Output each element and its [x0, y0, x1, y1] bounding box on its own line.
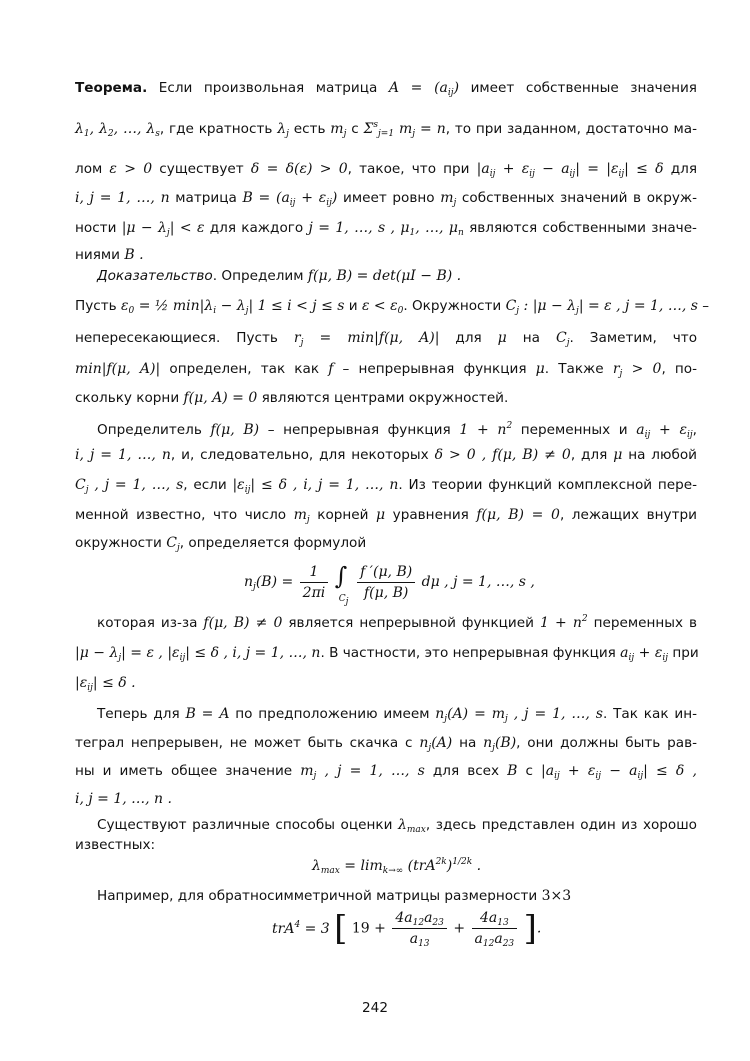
math: $1 + n^2$ — [459, 421, 513, 438]
formula-lambda-max — [312, 853, 481, 879]
math: $|\mu - \lambda_j| < \varepsilon$ — [121, 220, 205, 238]
math: $|a_{ij} + \varepsilon_{ij} - a_{ij}| = |\varepsilon_{ij}| \le \delta$ — [476, 161, 664, 179]
math: $m_j$ — [330, 121, 347, 139]
text: имеет ровно — [343, 190, 435, 206]
text: переменных и — [520, 422, 628, 438]
proof-line-20 — [97, 702, 697, 728]
text: переменных в — [593, 615, 698, 631]
numerator: $4a_{13}$ — [472, 908, 518, 929]
text: для — [670, 161, 697, 177]
math: $C_j$ — [555, 330, 570, 348]
text: уравнения — [392, 507, 469, 523]
proof-line-8 — [75, 294, 710, 320]
math: B . — [124, 247, 144, 263]
text: матрица — [175, 190, 237, 206]
text: , для — [570, 447, 608, 463]
math: $A = (a_{ij})$ — [388, 80, 460, 98]
text: , здесь представлен один из хорошо — [425, 817, 698, 833]
math: 19 + — [351, 920, 386, 937]
integral-subscript: $C_j$ — [338, 594, 349, 607]
plus-sign: + — [453, 920, 466, 937]
theorem-line-2 — [75, 117, 697, 143]
math: δ > 0 , f(μ, B) ≠ 0 — [434, 447, 571, 463]
math: f(μ, A) = 0 — [183, 390, 258, 406]
text: ниями — [75, 247, 120, 263]
math: μ — [497, 330, 507, 346]
text: ности — [75, 220, 117, 236]
math: i, j = 1, …, n — [75, 190, 170, 206]
math: trA$^4$ = 3 — [272, 919, 330, 937]
left-bracket: [ — [334, 908, 348, 949]
text: , определяется формулой — [179, 535, 367, 551]
text: – — [702, 298, 710, 314]
proof-line-23 — [75, 787, 697, 813]
text: . Из теории функций комплексной пере- — [398, 477, 698, 493]
text: для всех — [432, 763, 500, 779]
period: . — [536, 920, 542, 937]
text: с — [525, 763, 533, 779]
math: $m_j$ — [293, 507, 310, 525]
math: $n_j(B)$ — [483, 735, 517, 753]
text: , и, следовательно, для некоторых — [170, 447, 429, 463]
text: . Также — [544, 361, 604, 377]
fraction — [392, 908, 447, 949]
math: min|f(μ, A)| — [75, 361, 161, 377]
text: с — [351, 121, 359, 137]
text: Теперь для — [97, 706, 180, 722]
proof-line-22 — [75, 759, 697, 785]
text: для — [455, 330, 482, 346]
math: $\Sigma^s_{j=1}$ $m_j = n$ — [363, 120, 446, 139]
math: f(μ, B) ≠ 0 — [203, 615, 283, 631]
math: $a_{ij} + \varepsilon_{ij}$ — [620, 645, 669, 663]
text: Если произвольная матрица — [158, 80, 378, 96]
text: , по- — [661, 361, 698, 377]
text: . Так как ин- — [603, 706, 697, 722]
text: , если — [183, 477, 227, 493]
math: 3×3 — [541, 888, 572, 904]
theorem-line-1 — [75, 76, 697, 102]
math: $|a_{ij} + \varepsilon_{ij} - a_{ij}| \le \delta$ , — [541, 763, 697, 781]
denominator: $a_{12}a_{23}$ — [474, 931, 515, 949]
math: $\lambda_1$, $\lambda_2$, …, $\lambda_s$ — [75, 121, 160, 139]
text: имеет собственные значения — [470, 80, 697, 96]
math: $r_j > 0$ — [612, 361, 662, 379]
math: μ — [376, 507, 386, 523]
math: i, j = 1, …, n — [75, 447, 171, 463]
math: δ = δ(ε) > 0 — [250, 161, 348, 177]
text: определен, так как — [169, 361, 320, 377]
denominator: f(μ, B) — [363, 584, 409, 601]
math: $n_j(A) = m_j$ , j = 1, …, s — [435, 706, 603, 724]
text: на — [522, 330, 540, 346]
integral-sign — [334, 560, 351, 607]
text: лом — [75, 161, 103, 177]
math: $C_j$ , j = 1, …, s — [75, 477, 184, 495]
text: . В частности, это непрерывная функция — [320, 645, 616, 661]
proof-line-16 — [75, 531, 697, 557]
math: $|\mu - \lambda_j| = \varepsilon$ , $|\varepsilon_{ij}| \le \delta$ , i, j = 1, …, n — [75, 645, 321, 663]
text: , они должны быть рав- — [516, 735, 697, 751]
text: являются центрами окружностей. — [261, 390, 509, 406]
text: . Окружности — [403, 298, 502, 314]
numerator: f ′(μ, B) — [357, 562, 415, 583]
fraction — [300, 562, 329, 603]
page-number: 242 — [362, 1000, 388, 1016]
text: – непрерывная функция — [342, 361, 527, 377]
math: μ — [535, 361, 545, 377]
text: являются собственными значе- — [469, 220, 697, 236]
proof-line-9 — [75, 326, 697, 352]
math: μ — [613, 447, 623, 463]
text: . Заметим, что — [569, 330, 698, 346]
proof-line-12 — [97, 418, 697, 444]
math: $1 + n^2$ — [539, 614, 588, 631]
text: менной известно, что число — [75, 507, 287, 523]
math: dμ , j = 1, …, s , — [421, 574, 535, 590]
text: корней — [317, 507, 369, 523]
math: $m_j$ , j = 1, …, s — [300, 763, 425, 781]
right-bracket: ] — [523, 908, 537, 949]
text: Пусть — [75, 298, 117, 314]
proof-line-11 — [75, 386, 697, 412]
proof-line-13 — [75, 443, 697, 469]
text: , то при заданном, достаточно ма- — [445, 121, 697, 137]
math: $B = (a_{ij} + \varepsilon_{ij})$ — [242, 190, 338, 208]
math: $|\varepsilon_{ij}| \le \delta$ , i, j = 1, …, n — [232, 477, 399, 495]
math: $C_j$ : $|\mu - \lambda_j| = \varepsilon$ , j = 1, …, s — [505, 298, 698, 316]
math: i, j = 1, …, n . — [75, 791, 172, 807]
theorem-line-5 — [75, 216, 697, 242]
text: , — [692, 422, 697, 438]
text: по предположению имеем — [235, 706, 430, 722]
text: известных: — [75, 837, 156, 853]
proof-line-15 — [75, 503, 697, 529]
math: $\lambda_{max} = \lim_{k\to\infty} (trA^{2k})^{1/2k}$ . — [312, 857, 482, 876]
proof-line-17 — [97, 611, 697, 637]
text: непересекающиеся. Пусть — [75, 330, 278, 346]
denominator: $a_{13}$ — [409, 931, 430, 949]
formula-contour-integral — [244, 560, 535, 607]
text: , лежащих внутри — [559, 507, 697, 523]
math: B = A — [185, 706, 230, 722]
text: собственных значений в окруж- — [461, 190, 698, 206]
text: , где кратность — [159, 121, 273, 137]
text: скольку корни — [75, 390, 180, 406]
math: $|\varepsilon_{ij}| \le \delta$ . — [75, 675, 136, 693]
text: которая из-за — [97, 615, 198, 631]
theorem-heading: Теорема. — [75, 80, 148, 96]
proof-label: Доказательство — [97, 268, 213, 284]
text: при — [672, 645, 699, 661]
math: $C_j$ — [166, 535, 180, 553]
theorem-line-3 — [75, 157, 697, 183]
fraction — [472, 908, 518, 949]
math: $\lambda_{max}$ — [397, 817, 426, 835]
text: на — [459, 735, 477, 751]
proof-line-26 — [97, 884, 697, 910]
math: B — [507, 763, 518, 779]
text: окружности — [75, 535, 162, 551]
text: существует — [159, 161, 244, 177]
text: , такое, что при — [347, 161, 470, 177]
denominator: 2πi — [302, 584, 326, 601]
math: $r_j = \min|f(\mu$, A)| — [293, 330, 440, 348]
text: . Определим — [212, 268, 304, 284]
math: $n_j(A)$ — [419, 735, 453, 753]
math: f — [328, 361, 334, 377]
numerator: $4a_{12}a_{23}$ — [392, 908, 447, 929]
math: $\varepsilon_0$ = ½ $\min|\lambda_i - \lambda_j|$ 1 ≤ i < j ≤ s — [121, 298, 345, 316]
text: ны и иметь общее значение — [75, 763, 293, 779]
formula-trace — [272, 908, 541, 949]
text: на любой — [628, 447, 697, 463]
proof-line-14 — [75, 473, 697, 499]
math: $\lambda_j$ — [277, 121, 289, 139]
text: Например, для обратносимметричной матрицы размерности — [97, 888, 538, 904]
math: $m_j$ — [440, 190, 457, 208]
math: f(μ, B) = det(μI − B) . — [307, 268, 462, 284]
text: теграл непрерывен, не может быть скачка с — [75, 735, 413, 751]
text: Определитель — [97, 422, 202, 438]
math: ε > 0 — [109, 161, 153, 177]
proof-line-10 — [75, 357, 697, 383]
math: f(μ, B) = 0 — [476, 507, 560, 523]
math: f(μ, B) — [210, 422, 260, 438]
text: Существуют различные способы оценки — [97, 817, 393, 833]
proof-line-21 — [75, 731, 697, 757]
text: и — [348, 298, 358, 314]
proof-line-19 — [75, 671, 697, 697]
math: $a_{ij} + \varepsilon_{ij}$ — [636, 422, 693, 440]
text: есть — [293, 121, 326, 137]
text: – непрерывная функция — [267, 422, 451, 438]
text: для каждого — [209, 220, 304, 236]
numerator: 1 — [300, 562, 329, 583]
text: является непрерывной функцией — [288, 615, 534, 631]
math: $\varepsilon < \varepsilon_0$ — [361, 298, 404, 316]
math: j = 1, …, s , $\mu_1$, …, $\mu_n$ — [308, 220, 464, 238]
proof-line-7 — [97, 264, 697, 290]
fraction — [357, 562, 415, 603]
theorem-line-4 — [75, 186, 697, 212]
integral-symbol: ∫ — [334, 562, 348, 590]
proof-line-18 — [75, 641, 697, 667]
math: $n_j(B)$ = — [244, 574, 298, 592]
